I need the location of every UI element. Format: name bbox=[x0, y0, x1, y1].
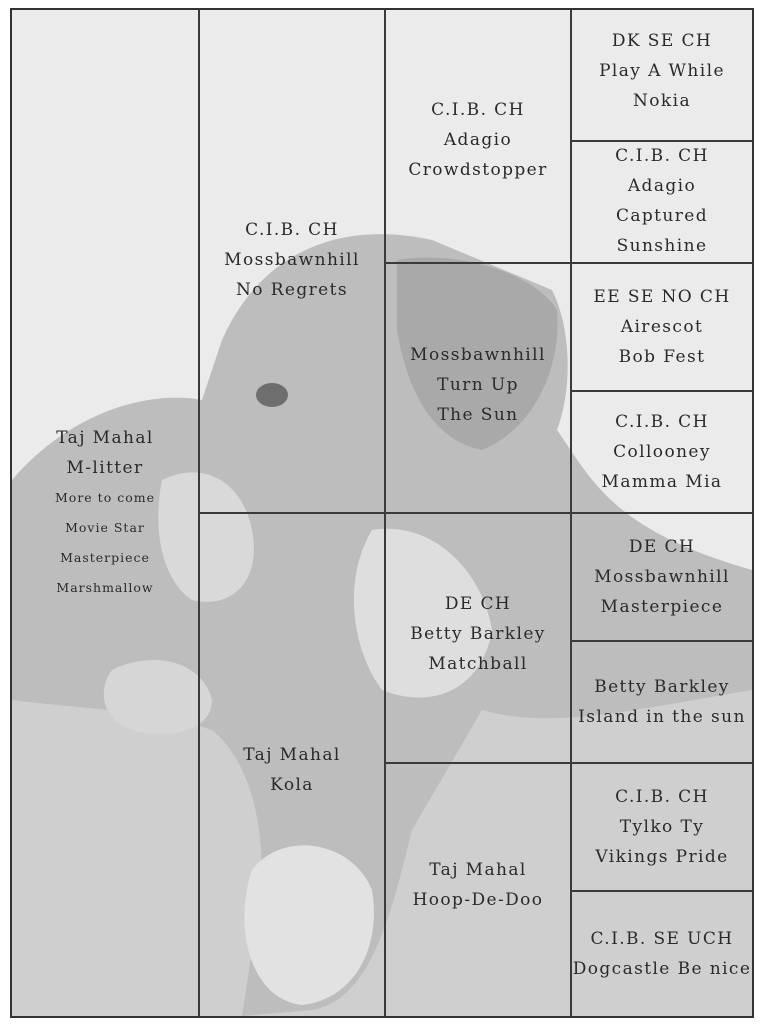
puppy-name: Marshmallow bbox=[56, 580, 154, 595]
litter-cell bbox=[12, 310, 198, 716]
ggp-5-line2: Masterpiece bbox=[600, 597, 724, 617]
sire-dam-name-line3: The Sun bbox=[437, 405, 519, 425]
ggp-7-line2: Vikings Pride bbox=[595, 847, 729, 867]
sire-title: C.I.B. CH bbox=[245, 220, 339, 240]
ggp-4-line2: Mamma Mia bbox=[601, 472, 723, 492]
sire-sire-name-line2: Crowdstopper bbox=[408, 160, 548, 180]
ggp-6-line2: Island in the sun bbox=[578, 707, 746, 727]
dam-name-line1: Taj Mahal bbox=[243, 745, 341, 765]
dog-eye bbox=[256, 383, 288, 407]
sire-cell bbox=[200, 170, 384, 350]
ggp-cell-3 bbox=[572, 264, 752, 390]
ggp-cell-8 bbox=[572, 892, 752, 1016]
dam-sire-title: DE CH bbox=[444, 594, 512, 614]
ggp-cell-1 bbox=[572, 10, 752, 132]
sire-sire-cell bbox=[386, 40, 570, 240]
ggp-3-title: EE SE NO CH bbox=[593, 287, 731, 307]
ggp-3-line1: Airescot bbox=[620, 317, 704, 337]
ggp-8-title: C.I.B. SE UCH bbox=[590, 929, 734, 949]
sire-name-line2: No Regrets bbox=[236, 280, 348, 300]
ggp-5-line1: Mossbawnhill bbox=[594, 567, 730, 587]
sire-sire-name-line1: Adagio bbox=[443, 130, 513, 150]
sire-name-line1: Mossbawnhill bbox=[224, 250, 360, 270]
ggp-2-line2: Captured bbox=[615, 206, 709, 226]
ggp-cell-5 bbox=[572, 514, 752, 640]
ggp-2-title: C.I.B. CH bbox=[615, 146, 709, 166]
puppy-name: More to come bbox=[55, 490, 155, 505]
dam-cell bbox=[200, 700, 384, 840]
ggp-1-line1: Play A While bbox=[599, 61, 725, 81]
dam-sire-name-line2: Matchball bbox=[428, 654, 528, 674]
dam-dam-cell bbox=[386, 820, 570, 950]
ggp-4-line1: Collooney bbox=[613, 442, 711, 462]
ggp-cell-2 bbox=[572, 140, 752, 262]
ggp-5-title: DE CH bbox=[628, 537, 696, 557]
ggp-cell-6 bbox=[572, 642, 752, 762]
ggp-8-line1: Dogcastle Be nice bbox=[572, 959, 752, 979]
dam-name-line2: Kola bbox=[270, 775, 314, 795]
ggp-3-line2: Bob Fest bbox=[618, 347, 706, 367]
sire-sire-title: C.I.B. CH bbox=[431, 100, 525, 120]
dam-dam-name-line2: Hoop-De-Doo bbox=[412, 890, 544, 910]
dam-sire-cell bbox=[386, 534, 570, 734]
ggp-cell-4 bbox=[572, 392, 752, 512]
ggp-6-line1: Betty Barkley bbox=[594, 677, 730, 697]
ggp-2-line1: Adagio bbox=[627, 176, 697, 196]
litter-name: M-litter bbox=[66, 458, 144, 478]
sire-dam-cell bbox=[386, 285, 570, 485]
sire-dam-name-line2: Turn Up bbox=[437, 375, 519, 395]
puppy-name: Masterpiece bbox=[60, 550, 150, 565]
sire-dam-name-line1: Mossbawnhill bbox=[410, 345, 546, 365]
ggp-cell-7 bbox=[572, 764, 752, 890]
ggp-7-title: C.I.B. CH bbox=[615, 787, 709, 807]
ggp-4-title: C.I.B. CH bbox=[615, 412, 709, 432]
ggp-2-line3: Sunshine bbox=[616, 236, 708, 256]
puppy-name: Movie Star bbox=[65, 520, 145, 535]
pedigree-chart bbox=[10, 8, 754, 1018]
ggp-1-title: DK SE CH bbox=[611, 31, 713, 51]
litter-kennel: Taj Mahal bbox=[56, 428, 154, 448]
ggp-1-line2: Nokia bbox=[633, 91, 691, 111]
dam-dam-name-line1: Taj Mahal bbox=[429, 860, 527, 880]
dam-sire-name-line1: Betty Barkley bbox=[410, 624, 546, 644]
ggp-7-line1: Tylko Ty bbox=[619, 817, 705, 837]
